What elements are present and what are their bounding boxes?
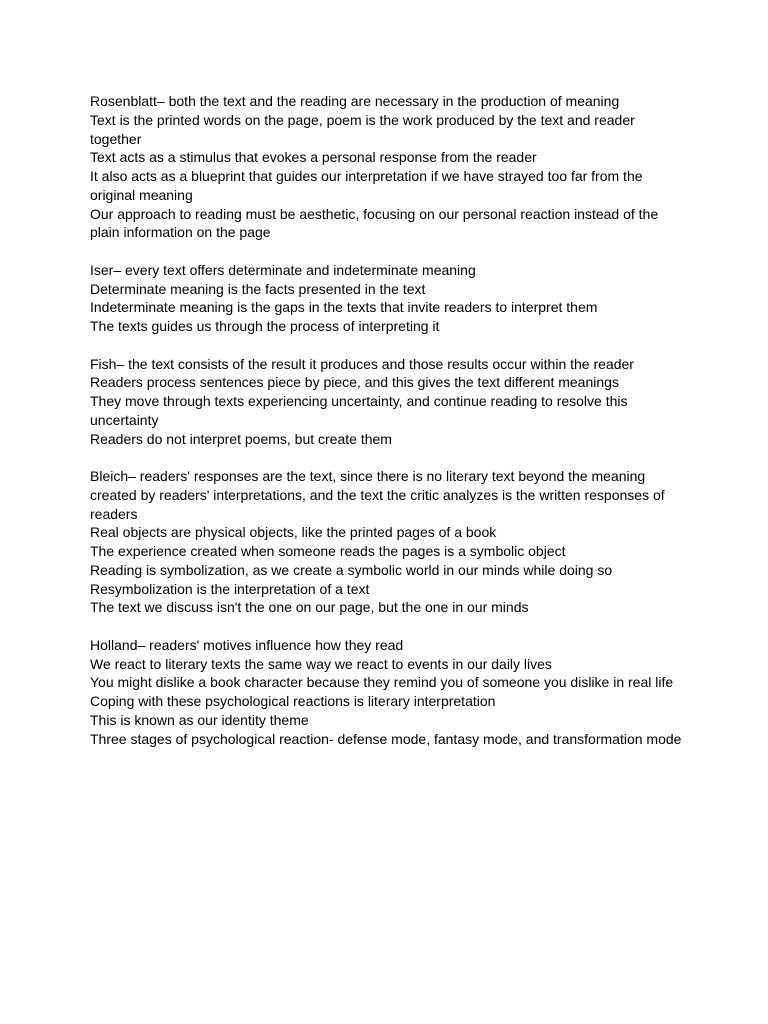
text-line: Text is the printed words on the page, poem is the work produced by the text and reader together: [90, 111, 635, 147]
text-line: Indeterminate meaning is the gaps in the texts that invite readers to interpret them: [90, 299, 598, 316]
text-line: Readers do not interpret poems, but create them: [90, 430, 392, 447]
holland-section: [90, 636, 690, 749]
text-line: This is known as our identity theme: [90, 711, 309, 728]
text-line: Holland– readers' motives influence how they read: [90, 636, 404, 653]
bleich-section: [90, 467, 690, 617]
text-line: Readers process sentences piece by piece, and this gives the text different meanings: [90, 374, 619, 391]
text-line: Our approach to reading must be aesthetic, focusing on our personal reaction instead of the plain information on the page: [90, 205, 659, 241]
document-page: [90, 92, 690, 767]
text-line: Bleich– readers' responses are the text, since there is no literary text beyond the meaning created by readers' interpretations, and the text the critic analyzes is the written responses of readers: [90, 468, 665, 522]
text-line: Reading is symbolization, as we create a symbolic world in our minds while doing so: [90, 561, 613, 578]
text-line: Coping with these psychological reactions is literary interpretation: [90, 693, 496, 709]
text-line: It also acts as a blueprint that guides our interpretation if we have strayed too far from the original meaning: [90, 168, 643, 203]
text-line: Real objects are physical objects, like the printed pages of a book: [90, 524, 497, 541]
iser-section: [90, 261, 690, 336]
fish-section: [90, 355, 690, 449]
text-line: Three stages of psychological reaction- defense mode, fantasy mode, and transformation mode: [90, 730, 682, 747]
text-line: Fish– the text consists of the result it produces and those results occur within the reader: [90, 355, 634, 372]
text-line: Rosenblatt– both the text and the reading are necessary in the production of meaning: [90, 93, 620, 109]
text-line: Iser– every text offers determinate and indeterminate meaning: [90, 261, 476, 278]
text-line: Determinate meaning is the facts presented in the text: [90, 280, 426, 297]
text-line: The texts guides us through the process of interpreting it: [90, 318, 440, 334]
text-line: They move through texts experiencing uncertainty, and continue reading to resolve this uncertainty: [90, 393, 628, 428]
text-line: You might dislike a book character because they remind you of someone you dislike in real life: [90, 674, 674, 691]
text-line: We react to literary texts the same way we react to events in our daily lives: [90, 655, 552, 672]
text-line: The experience created when someone reads the pages is a symbolic object: [90, 543, 566, 559]
text-line: Text acts as a stimulus that evokes a personal response from the reader: [90, 149, 537, 166]
text-line: Resymbolization is the interpretation of a text: [90, 580, 370, 597]
rosenblatt-section: [90, 92, 690, 242]
text-line: The text we discuss isn't the one on our page, but the one in our minds: [90, 599, 529, 616]
